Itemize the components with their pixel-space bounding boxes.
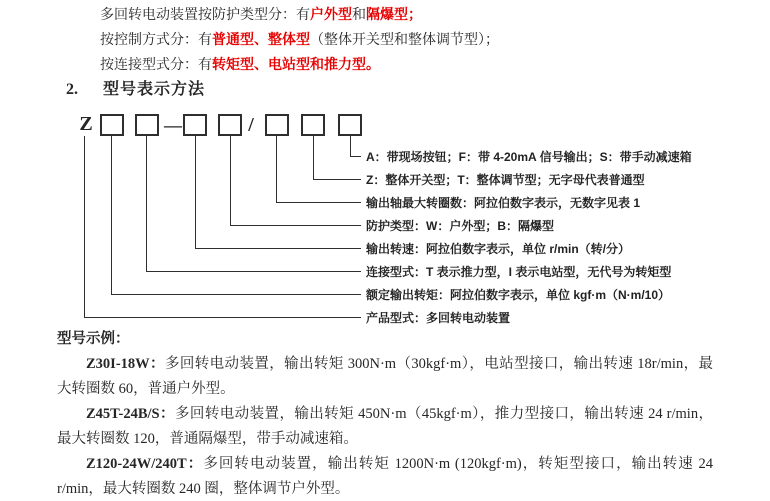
diagram-label-control-type: Z：整体开关型；T：整体调节型；无字母代表普通型 [366,173,645,187]
model-code-box-4 [218,114,242,136]
diagram-label-output-speed: 输出转速：阿拉伯数字表示，单位 r/min（转/分） [366,242,631,256]
example-model-number: Z120-24W/240T： [86,456,204,472]
example-description: 多回转电动装置，输出转矩 300N·m（30kgf·m），电站型接口，输出转速 18r/min，最大转圈数 60，普通户外型。 [57,356,713,397]
diagram-label-rated-torque: 额定输出转矩：阿拉伯数字表示，单位 kgf·m（N·m/10） [366,288,671,302]
section-title: 型号表示方法 [103,81,206,98]
model-code-box-2 [135,114,159,136]
example-model-number: Z30I-18W： [86,356,165,372]
model-code-box-1 [100,114,124,136]
diagram-label-max-turns: 输出轴最大转圈数：阿拉伯数字表示，无数字见表 1 [366,196,641,210]
model-examples-section [57,327,713,501]
highlight-outdoor-type: 户外型 [310,8,352,23]
model-code-box-5 [265,114,289,136]
section-number: 2. [66,81,78,98]
example-description: 多回转电动装置，输出转矩 1200N·m (120kgf·m)，转矩型接口，输出转速 24 r/min，最大转圈数 240 圈，整体调节户外型。 [57,456,714,497]
dash-separator: — [164,115,180,135]
model-code-box-3 [183,114,207,136]
diagram-label-protection-type: 防护类型：W：户外型；B：隔爆型 [366,219,554,233]
example-model-number: Z45T-24B/S： [86,406,175,422]
intro-line1-mid: 和 [352,8,366,23]
example-description: 多回转电动装置，输出转矩 450N·m（45kgf·m），推力型接口，输出转速 24 r/min，最大转圈数 120，普通隔爆型，带手动减速箱。 [57,406,713,447]
intro-line3-pre: 按连接型式分：有 [100,58,212,73]
highlight-torque-station-thrust-type: 转矩型、电站型和推力型 [212,58,366,73]
diagram-label-accessory: A：带现场按钮；F：带 4-20mA 信号输出；S：带手动减速箱 [366,150,692,164]
intro-line1-end: ； [408,8,422,23]
intro-line3-end: 。 [366,58,380,73]
diagram-label-connection-type: 连接型式：T 表示推力型，I 表示电站型，无代号为转矩型 [366,265,672,279]
example-paragraph-z45t [57,402,713,452]
intro-line1-pre: 多回转电动装置按防护类型分：有 [100,8,310,23]
model-code-box-7 [338,114,362,136]
highlight-explosionproof-type: 隔爆型 [366,8,408,23]
connector-line-product-type [84,136,361,318]
highlight-ordinary-integral-type: 普通型、整体型 [212,33,310,48]
model-code-box-6 [301,114,325,136]
intro-line2-pre: 按控制方式分：有 [100,33,212,48]
examples-heading: 型号示例： [57,331,130,347]
diagram-label-product-type: 产品型式：多回转电动装置 [366,311,511,325]
intro-line2-tail: （整体开关型和整体调节型）； [310,33,499,48]
slash-separator: / [248,114,254,136]
example-paragraph-z30i [57,352,713,402]
example-paragraph-z120 [57,452,713,501]
model-prefix-letter: Z [79,113,93,135]
